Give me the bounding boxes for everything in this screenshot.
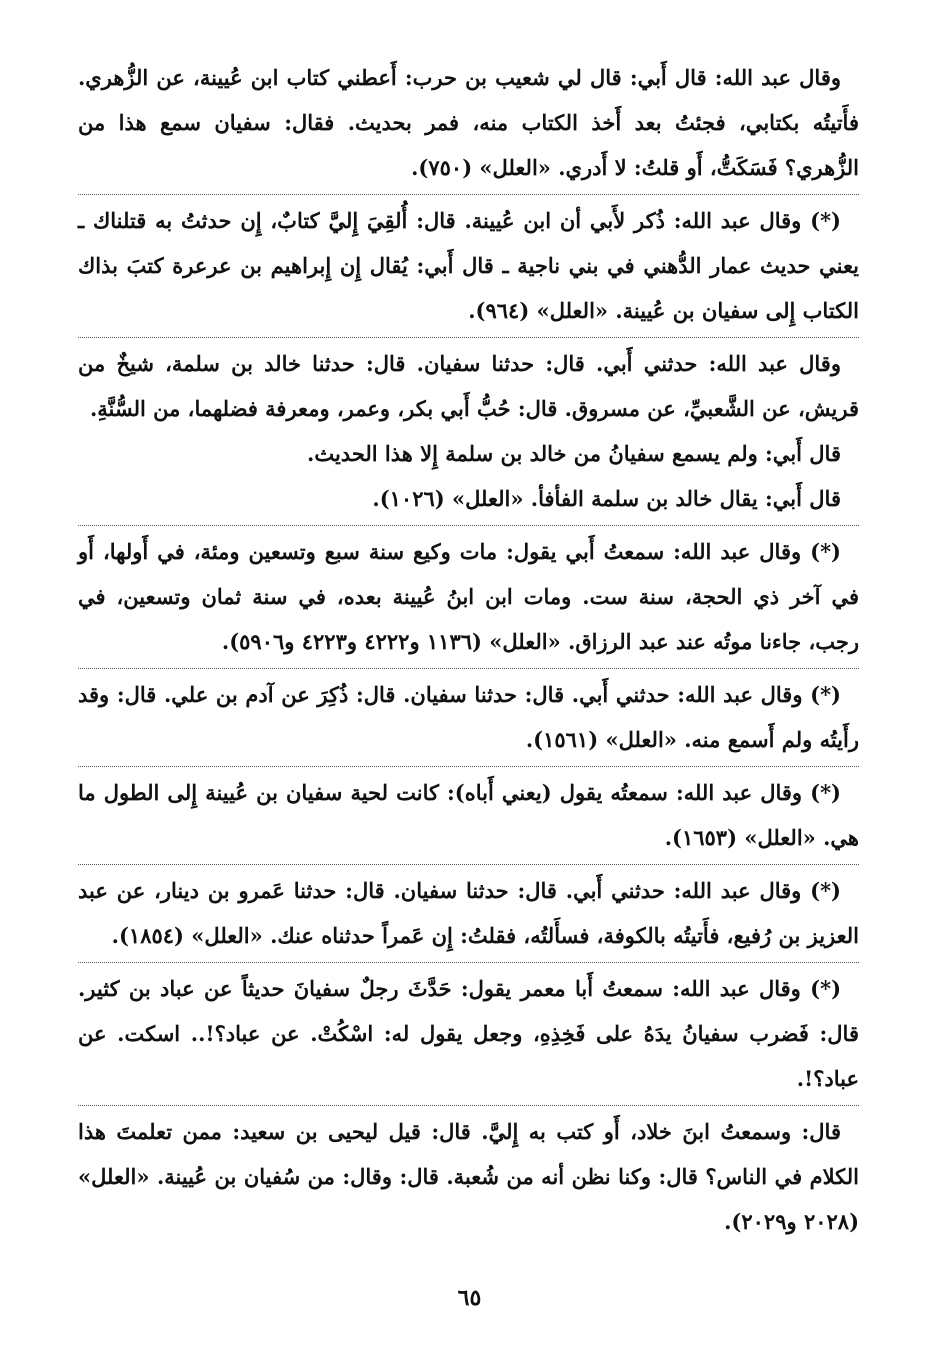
paragraph: (*) وقال عبد الله: حدثني أَبي. قال: حدثنا سفيان. قال: ذُكِرَ عن آدم بن علي. قال: وقد رأَيتُه ولم أَسمع منه. «العلل» (١٥٦١). [78,682,859,752]
dotted-separator [78,1105,859,1106]
paragraph: (*) وقال عبد الله: ذُكر لأَبي أن ابن عُيينة. قال: أُلقِيَ إِليَّ كتابٌ، إِن حدثتُ به قتلناك ـ يعني حديث عمار الدُّهني في بني ناجية ـ قال أَبي: يُقال إِن إِبراهيم بن عرعرة كتبَ بذاك الكتاب إِلى سفيان بن عُيينة. «العلل» (٩٦٤). [78,208,859,323]
sub-paragraph: قال أَبي: يقال خالد بن سلمة الفأفأ. «العلل» (١٠٢٦). [372,486,841,511]
sub-paragraph: قال أَبي: ولم يسمع سفيانُ من خالد بن سلمة إِلا هذا الحديث. [307,441,841,466]
paragraph: (*) وقال عبد الله: حدثني أَبي. قال: حدثنا سفيان. قال: حدثنا عَمرو بن دينار، عن عبد العزيز بن رُفيع، فأَتيتُه بالكوفة، فسأَلتُه، فقلتُ: إِن عَمراً حدثناه عنك. «العلل» (١٨٥٤). [78,878,859,948]
paragraph: وقال عبد الله: قال أَبي: قال لي شعيب بن حرب: أَعطني كتاب ابن عُيينة، عن الزُّهري. فأَتيتُه بكتابي، فجئتُ بعد أَخذ الكتاب منه، فمر بحديث. فقال: سفيان سمع هذا من الزُّهري؟ فَسَكَتُّ، أَو قلتُ: لا أَدري. «العلل» (٧٥٠). [78,65,859,180]
paragraph: وقال عبد الله: حدثني أَبي. قال: حدثنا سفيان. قال: حدثنا خالد بن سلمة، شيخٌ من قريش، عن الشَّعبيِّ، عن مسروق. قال: حُبُّ أَبي بكر، وعمر، ومعرفة فضلهما، من السُّنَّةِ. [78,351,859,421]
paragraph: قال: وسمعتُ ابنَ خلاد، أَو كتب به إِليَّ. قال: قيل ليحيى بن سعيد: ممن تعلمتَ هذا الكلام في الناس؟ قال: وكنا نظن أنه من شُعبة. قال: وقال: من سُفيان بن عُيينة. «العلل» (٢٠٢٨ و٢٠٢٩). [78,1119,859,1234]
paragraph: (*) وقال عبد الله: سمعتُ أَبا معمر يقول: حَدَّثَ رجلٌ سفيانَ حديثاً عن عباد بن كثير. قال: فَضرب سفيانُ يدَهُ على فَخِذِهِ، وجعل يقول له: اسْكُتْ. عن عباد؟!.. اسكت. عن عباد؟!. [78,976,859,1091]
dotted-separator [78,962,859,963]
dotted-separator [78,766,859,767]
dotted-separator [78,337,859,338]
dotted-separator [78,668,859,669]
page-body [78,55,859,1244]
dotted-separator [78,525,859,526]
dotted-separator [78,864,859,865]
page-number: ٦٥ [457,1285,482,1311]
paragraph: (*) وقال عبد الله: سمعتُه يقول (يعني أَباه): كانت لحية سفيان بن عُيينة إِلى الطول ما هي. «العلل» (١٦٥٣). [78,780,859,850]
dotted-separator [78,194,859,195]
paragraph: (*) وقال عبد الله: سمعتُ أَبي يقول: مات وكيع سنة سبع وتسعين ومئة، في أَولها، أَو في آخر ذي الحجة، سنة ست. ومات ابن ابنُ عُيينة بعده، في سنة ثمان وتسعين، في رجب، جاءنا موتُه عند عبد الرزاق. «العلل» (١١٣٦ و٤٢٢٢ و٤٢٢٣ و٥٩٠٦). [78,539,859,654]
